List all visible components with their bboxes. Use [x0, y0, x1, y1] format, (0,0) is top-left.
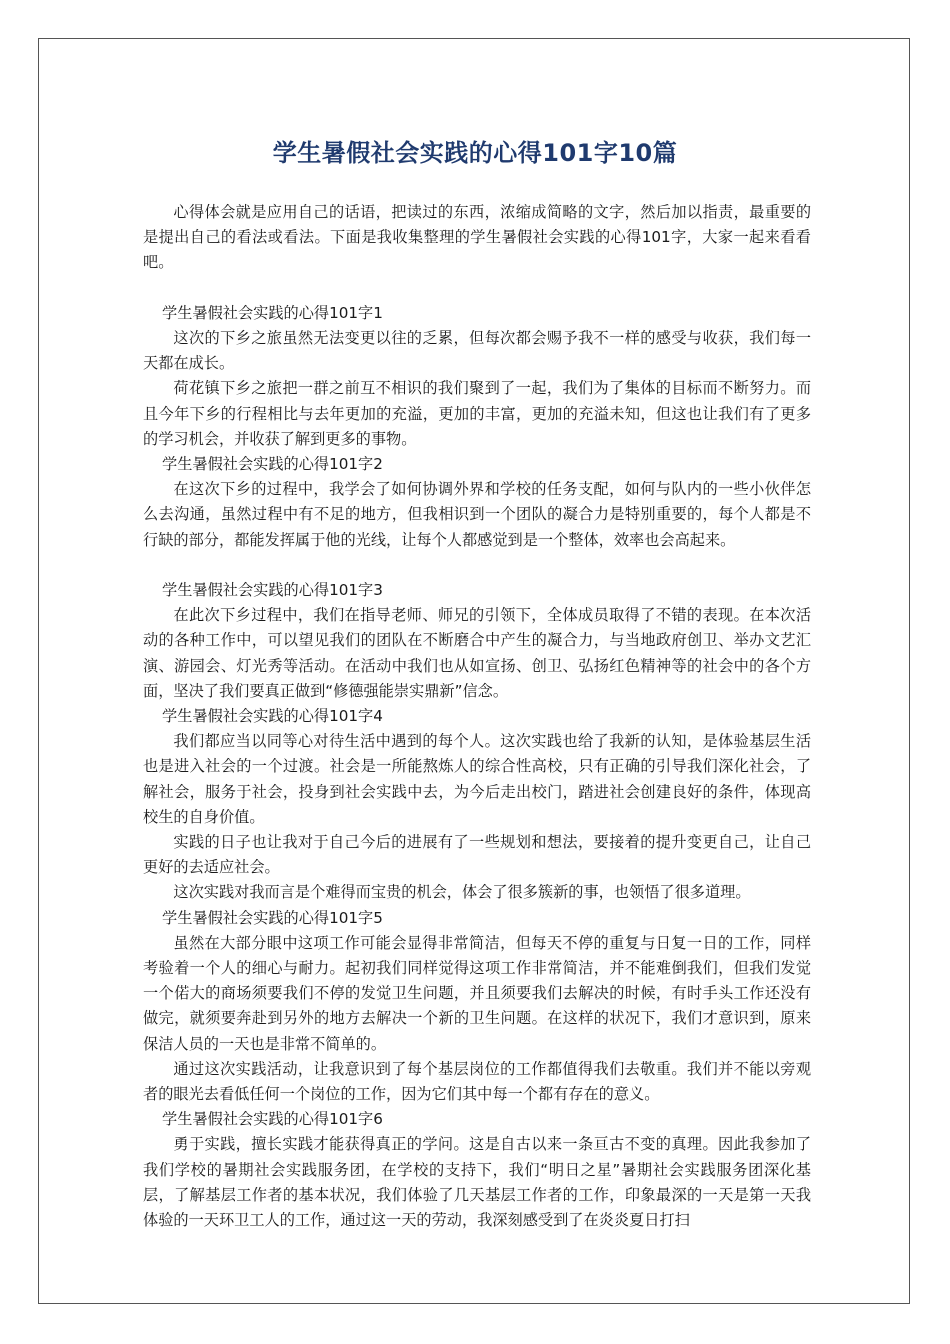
document-title: 学生暑假社会实践的心得101字10篇	[272, 139, 678, 167]
section-heading: 学生暑假社会实践的心得101字5	[162, 908, 383, 927]
section-heading: 学生暑假社会实践的心得101字1	[162, 303, 383, 322]
section-heading: 学生暑假社会实践的心得101字6	[162, 1110, 383, 1129]
section-heading: 学生暑假社会实践的心得101字3	[162, 581, 383, 600]
section-paragraph: 我们都应当以同等心对待生活中遇到的每个人。这次实践也给了我新的认知，是体验基层生活也是进入社会的一个过渡。社会是一所能熬炼人的综合性高校，只有正确的引导我们深化社会，了解社会，服务于社会，投身到社会实践中去，为今后走出校门，踏进社会创建良好的条件，体现高校生的自身价值。	[143, 732, 811, 826]
blank-line	[143, 553, 811, 578]
blank-line	[143, 276, 811, 301]
section-paragraph: 在这次下乡的过程中，我学会了如何协调外界和学校的任务支配，如何与队内的一些小伙伴怎么去沟通，虽然过程中有不足的地方，但我相识到一个团队的凝合力是特别重要的，每个人都是不行缺的部分，都能发挥属于他的光线，让每个人都感觉到是一个整体，效率也会高起来。	[143, 480, 811, 549]
section-heading: 学生暑假社会实践的心得101字4	[162, 707, 383, 726]
section-paragraph: 实践的日子也让我对于自己今后的进展有了一些规划和想法，要接着的提升变更自己，让自己更好的去适应社会。	[143, 833, 811, 877]
section-paragraph: 通过这次实践活动，让我意识到了每个基层岗位的工作都值得我们去敬重。我们并不能以旁观者的眼光去看低任何一个岗位的工作，因为它们其中每一个都有存在的意义。	[143, 1059, 811, 1104]
section-paragraph: 这次实践对我而言是个难得而宝贵的机会，体会了很多簇新的事，也领悟了很多道理。	[173, 883, 751, 902]
intro-paragraph: 心得体会就是应用自己的话语，把读过的东西，浓缩成简略的文字，然后加以指责，最重要的是提出自己的看法或看法。下面是我收集整理的学生暑假社会实践的心得101字，大家一起来看看吧。	[143, 203, 811, 272]
section-paragraph: 这次的下乡之旅虽然无法变更以往的乏累，但每次都会赐予我不一样的感受与收获，我们每一天都在成长。	[143, 329, 811, 373]
section-heading: 学生暑假社会实践的心得101字2	[162, 455, 383, 474]
section-paragraph: 勇于实践，擅长实践才能获得真正的学问。这是自古以来一条亘古不变的真理。因此我参加了我们学校的暑期社会实践服务团，在学校的支持下，我们“明日之星”暑期社会实践服务团深化基层，了解基层工作者的基本状况，我们体验了几天基层工作者的工作，印象最深的一天是第一天我体验的一天环卫工人的工作，通过这一天的劳动，我深刻感受到了在炎炎夏日打扫	[143, 1135, 811, 1230]
section-paragraph: 荷花镇下乡之旅把一群之前互不相识的我们聚到了一起，我们为了集体的目标而不断努力。而且今年下乡的行程相比与去年更加的充溢，更加的丰富，更加的充溢未知，但这也让我们有了更多的学习机会，并收获了解到更多的事物。	[143, 379, 811, 448]
section-paragraph: 在此次下乡过程中，我们在指导老师、师兄的引领下，全体成员取得了不错的表现。在本次活动的各种工作中，可以望见我们的团队在不断磨合中产生的凝合力，与当地政府创卫、举办文艺汇演、游园会、灯光秀等活动。在活动中我们也从如宣扬、创卫、弘扬红色精神等的社会中的各个方面，坚决了我们要真正做到“修德强能崇实鼎新”信念。	[143, 606, 811, 700]
document-body	[143, 200, 811, 1233]
section-paragraph: 虽然在大部分眼中这项工作可能会显得非常简洁，但每天不停的重复与日复一日的工作，同样考验着一个人的细心与耐力。起初我们同样觉得这项工作非常简洁，并不能难倒我们，但我们发觉一个偌大的商场须要我们不停的发觉卫生问题，并且须要我们去解决的时候，有时手头工作还没有做完，就须要奔赴到另外的地方去解决一个新的卫生问题。在这样的状况下，我们才意识到，原来保洁人员的一天也是非常不简单的。	[143, 933, 811, 1053]
